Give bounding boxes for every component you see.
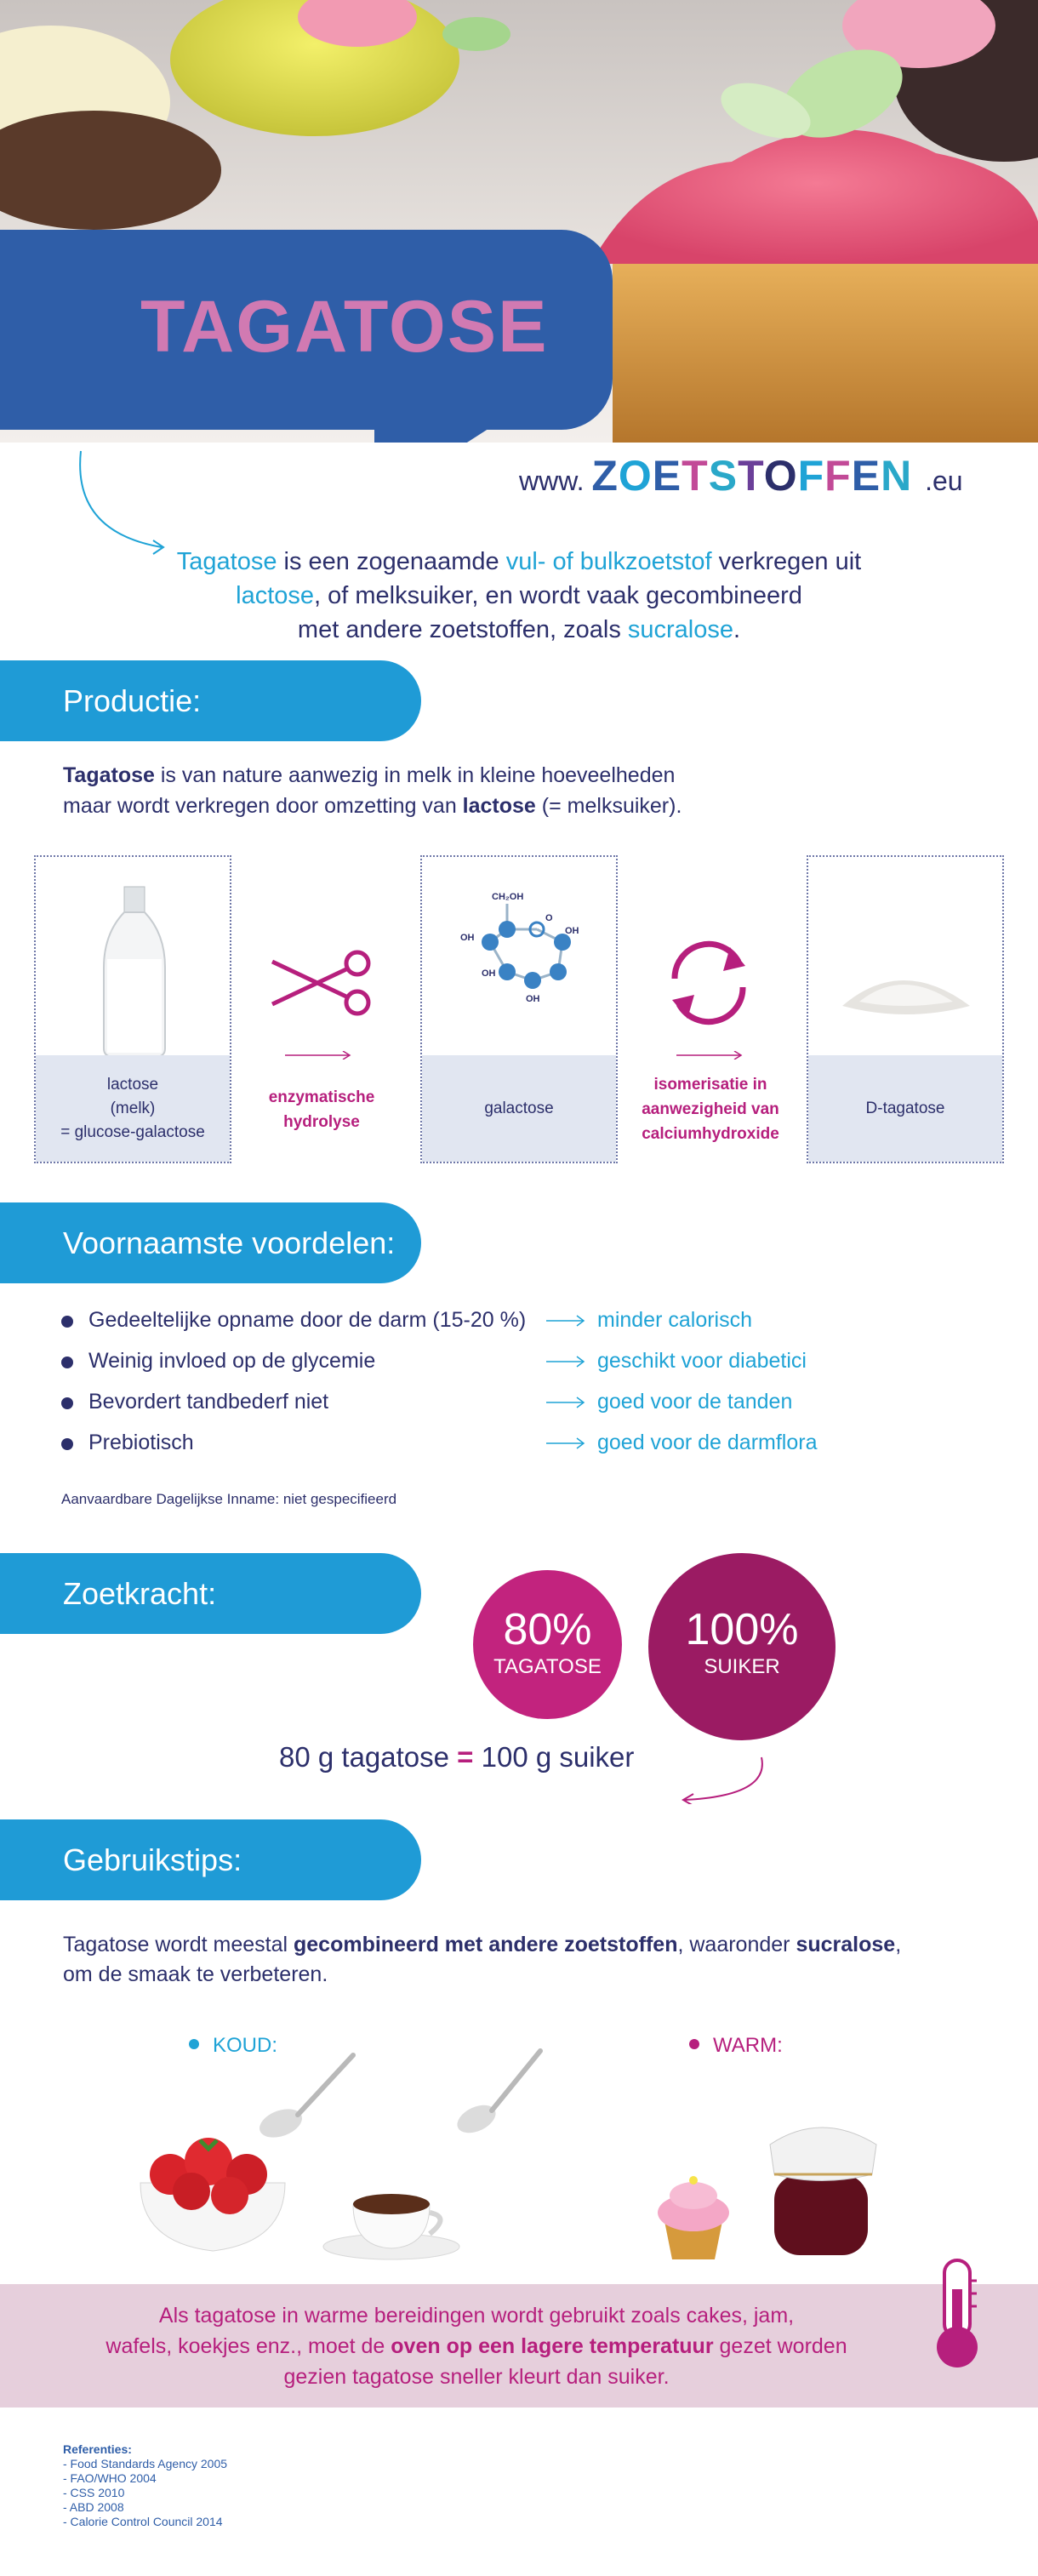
- reference-item: - Food Standards Agency 2005: [63, 2457, 228, 2470]
- tag-cold: KOUD:: [189, 2034, 277, 2058]
- usage-photos: [128, 2034, 910, 2264]
- references: [63, 2442, 227, 2529]
- website-logo[interactable]: [519, 451, 963, 500]
- molecule-label-oh: OH: [526, 994, 540, 1004]
- process-box-galactose: [420, 855, 618, 1163]
- molecule-label-oh: OH: [565, 926, 579, 936]
- process-label-d-tagatose: D-tagatose: [808, 1055, 1002, 1162]
- reference-item: - ABD 2008: [63, 2500, 124, 2514]
- reference-item: - Calorie Control Council 2014: [63, 2515, 223, 2528]
- process-step-hydrolysis: enzymatische hydrolyse: [268, 1088, 375, 1131]
- bullet-icon: [61, 1397, 73, 1409]
- bullet-icon: [61, 1316, 73, 1328]
- process-box-lactose: [34, 855, 231, 1163]
- molecule-label-oh: OH: [460, 933, 475, 943]
- list-item: Weinig invloed op de glycemie geschikt voor diabetici: [61, 1349, 997, 1390]
- list-item: Gedeeltelijke opname door de darm (15-20 %) minder calorisch: [61, 1308, 997, 1349]
- page-title: TAGATOSE: [140, 286, 549, 368]
- list-item: Bevordert tandbederf niet goed voor de tanden: [61, 1390, 997, 1431]
- sweetness-circle-tagatose: 80% TAGATOSE: [473, 1570, 622, 1719]
- warning-text: Als tagatose in warme bereidingen wordt gebruikt zoals cakes, jam, wafels, koekjes enz., moet de oven op een lagere temperatuur gezet worden gezien tagatose sneller kleurt dan suiker.: [106, 2304, 847, 2389]
- production-text: Tagatose is van nature aanwezig in melk in kleine hoeveelheden maar wordt verkregen door omzetting van lactose (= melksuiker).: [63, 763, 682, 818]
- tag-warm: WARM:: [689, 2034, 783, 2058]
- site-suffix: .eu: [925, 466, 963, 496]
- list-item: Prebiotisch goed voor de darmflora: [61, 1431, 997, 1471]
- arrow-right-icon: [546, 1394, 585, 1411]
- sweetness-circle-suiker: 100% SUIKER: [648, 1553, 836, 1740]
- hero-banner: [0, 0, 1038, 443]
- tips-text: Tagatose wordt meestal gecombineerd met andere zoetstoffen, waaronder sucralose, om de smaak te verbeteren.: [63, 1933, 902, 1986]
- coffee-cup-image: [323, 2194, 459, 2259]
- molecule-icon: [422, 857, 619, 1059]
- sugar-pile-icon: [808, 857, 1006, 1059]
- molecule-label-ch2oh: CH₂OH: [492, 892, 524, 902]
- cycle-arrows-icon: [653, 932, 764, 1034]
- process-label-lactose: lactose (melk) = glucose-galactose: [36, 1055, 230, 1162]
- section-header-productie: Productie:: [0, 660, 421, 741]
- intro-text: Tagatose is een zogenaamde vul- of bulkzoetstof verkregen uit lactose, of melksuiker, en wordt vaak gecombineerd met andere zoetstoffen, zoals sucralose.: [176, 548, 862, 643]
- section-header-zoetkracht: Zoetkracht:: [0, 1553, 421, 1634]
- bullet-icon: [61, 1357, 73, 1368]
- sweetness-equation: 80 g tagatose = 100 g suiker: [279, 1741, 635, 1773]
- curved-arrow-icon: [676, 1753, 778, 1804]
- process-step-isomerisation: isomerisatie in aanwezigheid van calciumhydroxide: [642, 1076, 779, 1143]
- section-header-voordelen: Voornaamste voordelen:: [0, 1202, 421, 1283]
- milk-bottle-icon: [36, 857, 233, 1059]
- process-arrow-2: [676, 1051, 744, 1060]
- process-arrow-1: [285, 1051, 353, 1060]
- spoon-icon: [453, 2051, 540, 2139]
- process-box-d-tagatose: [807, 855, 1004, 1163]
- references-title: Referenties:: [63, 2442, 132, 2456]
- strawberry-bowl-image: [140, 2138, 285, 2251]
- arrow-right-icon: [546, 1435, 585, 1452]
- jam-jar-image: [770, 2128, 876, 2255]
- arrow-right-icon: [546, 1353, 585, 1370]
- process-label-galactose: galactose: [422, 1055, 616, 1162]
- spoon-icon: [255, 2055, 353, 2143]
- cupcake-image: [658, 2176, 729, 2259]
- site-prefix: www.: [519, 466, 585, 496]
- speech-bubble-tail: [374, 426, 493, 443]
- brand-name: ZOETSTOFFEN: [591, 452, 913, 500]
- section-header-gebruikstips: Gebruikstips:: [0, 1819, 421, 1900]
- molecule-label-oh: OH: [482, 968, 496, 979]
- thermometer-icon: [927, 2255, 987, 2374]
- adi-note: Aanvaardbare Dagelijkse Inname: niet gespecifieerd: [61, 1491, 397, 1507]
- reference-item: - FAO/WHO 2004: [63, 2471, 157, 2485]
- reference-item: - CSS 2010: [63, 2486, 125, 2499]
- scissors-icon: [268, 945, 379, 1021]
- arrow-right-icon: [546, 1312, 585, 1329]
- molecule-label-o: O: [545, 913, 553, 923]
- bullet-icon: [61, 1438, 73, 1450]
- benefits-list: [61, 1308, 997, 1471]
